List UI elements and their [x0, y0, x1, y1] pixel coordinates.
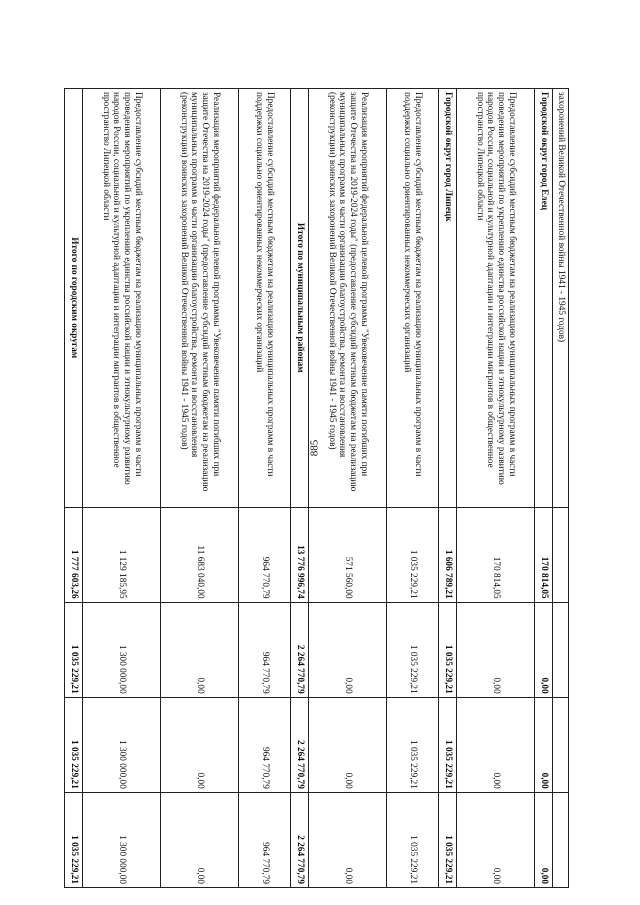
budget-table-wrapper	[68, 88, 569, 888]
amount-cell: 1 035 229,21	[387, 697, 439, 792]
amount-cell: 1 035 229,21	[439, 697, 457, 792]
amount-cell: 0,00	[457, 602, 535, 697]
amount-cell: 0,00	[535, 792, 553, 887]
amount-cell: 1 606 789,21	[439, 507, 457, 602]
amount-cell: 170 814,05	[535, 507, 553, 602]
amount-cell: 1 035 229,21	[439, 602, 457, 697]
row-label: Городской округ город Елец	[535, 89, 553, 508]
amount-cell: 0,00	[457, 697, 535, 792]
amount-cell: 1 035 229,21	[439, 792, 457, 887]
amount-cell: 0,00	[161, 697, 239, 792]
amount-cell: 1 035 229,21	[65, 697, 83, 792]
table-row	[457, 89, 535, 888]
total-row	[291, 89, 309, 888]
table-row	[553, 89, 569, 888]
row-label: Предоставление субсидий местным бюджетам на реализацию муниципальных программ в части проведения мероприятий по укреплению единства российской нации и этнокультурному развитию народов России, социальной и культурной адаптации и интеграции мигрантов в общественное пространство Липецкой области	[83, 89, 161, 508]
amount-cell: 964 770,79	[239, 507, 291, 602]
row-label: Реализация мероприятий федеральной целевой программы "Увековечение памяти погибших при защите Отечества на 2019-2024 годы" (предоставление субсидий местным бюджетам на реализацию муниципальных программ в части организации благоустройства, ремонта и восстановления (реконструкции) воинских захоронений Великой Отечественной войны 1941 - 1945 годов)	[309, 89, 387, 508]
amount-cell	[553, 602, 569, 697]
amount-cell: 1 300 000,00	[83, 792, 161, 887]
row-label: Предоставление субсидий местным бюджетам на реализацию муниципальных программ в части проведения мероприятий по укреплению единства российской нации и этнокультурному развитию народов России, социальной и культурной адаптации и интеграции мигрантов в общественное пространство Липецкой области	[457, 89, 535, 508]
amount-cell: 11 683 040,00	[161, 507, 239, 602]
amount-cell: 0,00	[535, 602, 553, 697]
row-label: Предоставление субсидий местным бюджетам на реализацию муниципальных программ в части поддержки социально ориентированных некоммерческих организаций	[239, 89, 291, 508]
amount-cell: 170 814,05	[457, 507, 535, 602]
amount-cell	[553, 792, 569, 887]
page-number: 885	[308, 439, 321, 457]
amount-cell: 1 777 603,26	[65, 507, 83, 602]
amount-cell: 964 770,79	[239, 697, 291, 792]
amount-cell: 0,00	[309, 602, 387, 697]
amount-cell: 2 264 770,79	[291, 697, 309, 792]
total-row	[65, 89, 83, 888]
row-label: Итого по городским округам	[65, 89, 83, 508]
section-row	[535, 89, 553, 888]
amount-cell: 571 560,00	[309, 507, 387, 602]
amount-cell: 1 035 229,21	[387, 507, 439, 602]
table-row	[239, 89, 291, 888]
table-row	[161, 89, 239, 888]
row-label: захоронений Великой Отечественной войны 1941 - 1945 годов)	[553, 89, 569, 508]
amount-cell: 2 264 770,79	[291, 792, 309, 887]
amount-cell: 0,00	[309, 697, 387, 792]
row-label: Итого по муниципальным районам	[291, 89, 309, 508]
amount-cell: 13 776 996,74	[291, 507, 309, 602]
amount-cell: 1 035 229,21	[65, 602, 83, 697]
section-row	[439, 89, 457, 888]
amount-cell: 1 300 000,00	[83, 697, 161, 792]
amount-cell: 1 129 185,95	[83, 507, 161, 602]
amount-cell: 1 035 229,21	[387, 602, 439, 697]
amount-cell: 1 035 229,21	[65, 792, 83, 887]
amount-cell: 1 300 000,00	[83, 602, 161, 697]
table-row	[83, 89, 161, 888]
table-row	[387, 89, 439, 888]
row-label: Реализация мероприятий федеральной целевой программы "Увековечение памяти погибших при защите Отечества на 2019-2024 годы" (предоставление субсидий местным бюджетам на реализацию муниципальных программ в части организации благоустройства, ремонта и восстановления (реконструкции) воинских захоронений Великой Отечественной войны 1941 - 1945 годов)	[161, 89, 239, 508]
amount-cell: 964 770,79	[239, 602, 291, 697]
amount-cell: 0,00	[535, 697, 553, 792]
row-label: Городской округ город Липецк	[439, 89, 457, 508]
amount-cell: 0,00	[309, 792, 387, 887]
amount-cell: 0,00	[457, 792, 535, 887]
table-row	[309, 89, 387, 888]
amount-cell: 964 770,79	[239, 792, 291, 887]
budget-table	[64, 88, 569, 888]
amount-cell	[553, 507, 569, 602]
amount-cell	[553, 697, 569, 792]
amount-cell: 0,00	[161, 792, 239, 887]
amount-cell: 1 035 229,21	[387, 792, 439, 887]
amount-cell: 0,00	[161, 602, 239, 697]
row-label: Предоставление субсидий местным бюджетам на реализацию муниципальных программ в части поддержки социально ориентированных некоммерческих организаций	[387, 89, 439, 508]
amount-cell: 2 264 770,79	[291, 602, 309, 697]
